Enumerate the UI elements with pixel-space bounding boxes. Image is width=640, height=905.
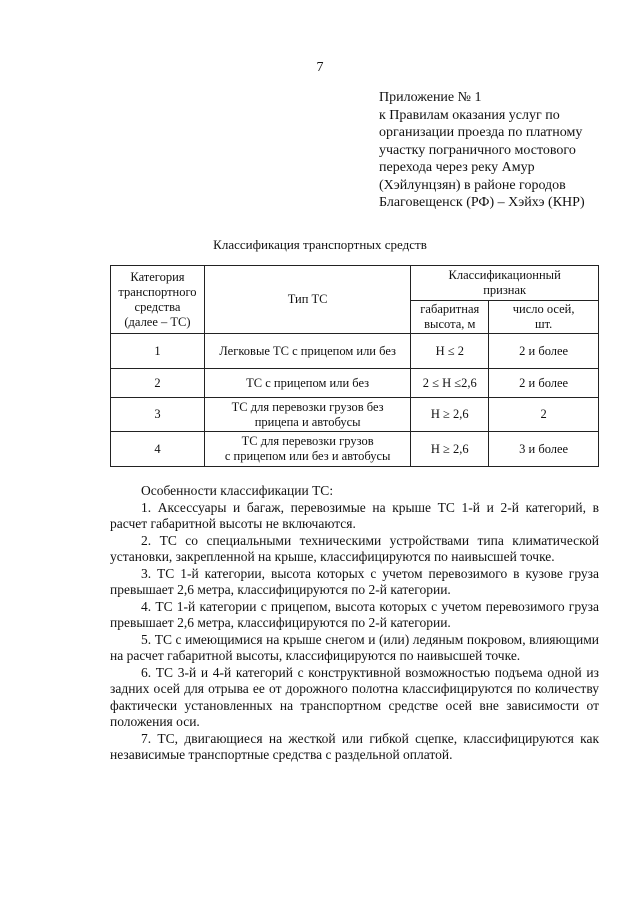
cell-type: ТС с прицепом или без xyxy=(204,369,410,398)
table-row xyxy=(111,369,599,398)
appendix-line: перехода через реку Амур xyxy=(379,160,535,175)
header-type: Тип ТС xyxy=(204,266,410,334)
cell-axles: 2 и более xyxy=(489,334,599,369)
cell-height: H ≥ 2,6 xyxy=(411,398,489,432)
cell-height: 2 ≤ H ≤2,6 xyxy=(411,369,489,398)
classification-notes xyxy=(110,483,599,764)
appendix-header xyxy=(379,89,619,212)
header-classification-feature: Классификационный признак xyxy=(411,266,599,301)
page-number: 7 xyxy=(316,60,324,75)
classification-table xyxy=(110,265,599,467)
cell-type: ТС для перевозки грузов с прицепом или без и автобусы xyxy=(204,432,410,467)
table-title: Классификация транспортных средств xyxy=(213,237,427,252)
table-row xyxy=(111,398,599,432)
notes-title: Особенности классификации ТС: xyxy=(141,483,334,498)
table-row xyxy=(111,334,599,369)
note-item: 2. ТС со специальными техническими устройствами типа климатической установки, закрепленной на крыше, классифицируются по наивысшей точке. xyxy=(110,532,599,564)
cell-category: 2 xyxy=(111,369,205,398)
header-category: Категория транспортного средства (далее – ТС) xyxy=(111,266,205,334)
cell-category: 3 xyxy=(111,398,205,432)
cell-type: ТС для перевозки грузов без прицепа и автобусы xyxy=(204,398,410,432)
cell-height: H ≥ 2,6 xyxy=(411,432,489,467)
appendix-line: организации проезда по платному xyxy=(379,125,583,140)
note-item: 7. ТС, двигающиеся на жесткой или гибкой сцепке, классифицируются как независимые транспортные средства с раздельной оплатой. xyxy=(110,730,599,762)
cell-axles: 2 xyxy=(489,398,599,432)
appendix-line: участку пограничного мостового xyxy=(379,142,576,158)
note-item: 4. ТС 1-й категории с прицепом, высота которых с учетом перевозимого груза превышает 2,6 метра, классифицируются по 2-й категории. xyxy=(110,598,599,630)
cell-type: Легковые ТС с прицепом или без xyxy=(204,334,410,369)
table-header-row xyxy=(111,266,599,301)
appendix-line: Приложение № 1 xyxy=(379,90,482,105)
note-item: 6. ТС 3-й и 4-й категорий с конструктивной возможностью подъема одной из задних осей для отрыва ее от дорожного полотна классифицируются по количеству фактически установленных на транспортном средстве осей вне зависимости от положения оси. xyxy=(110,664,599,729)
header-axles: число осей, шт. xyxy=(489,301,599,334)
note-item: 5. ТС с имеющимися на крыше снегом и (или) ледяным покровом, влияющими на расчет габаритной высоты, классифицируются по наивысшей точке. xyxy=(110,631,599,663)
header-height: габаритная высота, м xyxy=(411,301,489,334)
table-row xyxy=(111,432,599,467)
cell-axles: 3 и более xyxy=(489,432,599,467)
appendix-line: Благовещенск (РФ) – Хэйхэ (КНР) xyxy=(379,195,585,210)
appendix-line: (Хэйлунцзян) в районе городов xyxy=(379,177,566,193)
note-item: 1. Аксессуары и багаж, перевозимые на крыше ТС 1-й и 2-й категорий, в расчет габаритной высоты не включаются. xyxy=(110,499,599,531)
cell-axles: 2 и более xyxy=(489,369,599,398)
appendix-line: к Правилам оказания услуг по xyxy=(379,107,560,123)
note-item: 3. ТС 1-й категории, высота которых с учетом перевозимого в кузове груза превышает 2,6 метра, классифицируются по 2-й категории. xyxy=(110,565,599,597)
cell-height: H ≤ 2 xyxy=(411,334,489,369)
cell-category: 4 xyxy=(111,432,205,467)
cell-category: 1 xyxy=(111,334,205,369)
